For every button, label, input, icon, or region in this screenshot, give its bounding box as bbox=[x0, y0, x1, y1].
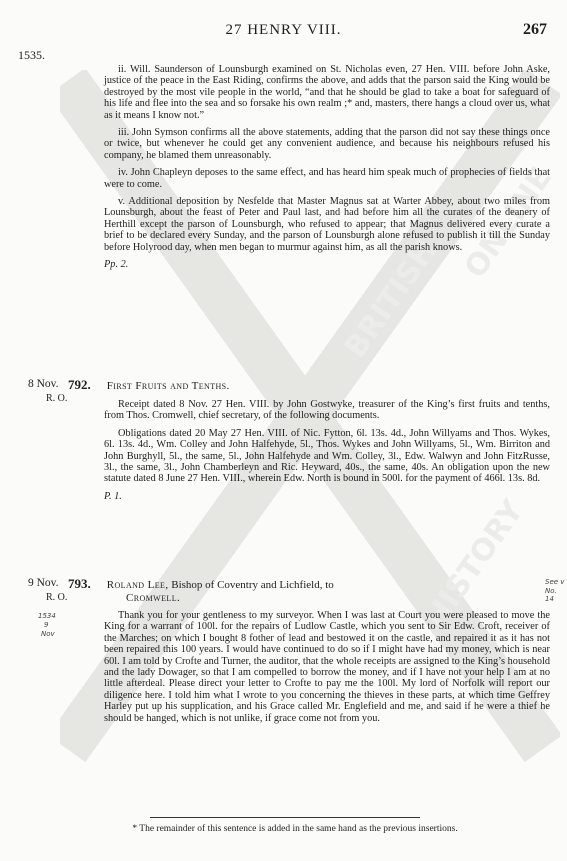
margin-year: 1535. bbox=[18, 48, 45, 62]
watermark-text-3: ONLINE bbox=[457, 160, 560, 285]
intro-depositions bbox=[104, 64, 550, 277]
deposition-iv: iv. John Chapleyn deposes to the same effect, and has heard him speak much of prophecies of fields that were to come. bbox=[104, 167, 550, 190]
handwritten-no: No. 14 bbox=[545, 587, 557, 603]
entry-793-heading-line2 bbox=[104, 592, 550, 605]
page-count: Pp. 2. bbox=[104, 259, 129, 271]
entry-792-receipt: Receipt dated 8 Nov. 27 Hen. VIII. by John Gostwyke, treasurer of the King’s first fruits and tenths, from Thos. Cromwell, chief secretary, of the following documents. bbox=[104, 399, 550, 422]
watermark-text-1: BRITISH bbox=[337, 233, 445, 365]
deposition-iii: iii. John Symson confirms all the above statements, adding that the parson did not say these things once or twice, but whenever he could get any convenient audience, and because his neighbours refused his company, he blamed them unreasonably. bbox=[104, 127, 550, 161]
deposition-v: v. Additional deposition by Nesfelde that Master Magnus sat at Warter Abbey, about two miles from Lounsburgh, about the feast of Peter and Paul last, and had before him all the curates of the deanery of Herthill except the parson of Lounsburgh, who refused to appear; that Magnus delivered every curate a brief to be declared every Sunday, and the parson of Lounsburgh alone refused to publish it till the Sunday before Holyrood day, when men began to murmur against him, as all the parish knows. bbox=[104, 196, 550, 253]
entry-792-page-count: P. 1. bbox=[104, 490, 122, 502]
handwritten-see: See v bbox=[545, 578, 565, 586]
page-header bbox=[0, 22, 567, 42]
entry-793-recipient: Cromwell. bbox=[126, 592, 181, 604]
entry-793-number: 793. bbox=[68, 576, 91, 591]
deposition-ii: ii. Will. Saunderson of Lounsburgh examined on St. Nicholas even, 27 Hen. VIII. before John Aske, justice of the peace in the East Riding, confirms the above, and adds that the parson said the King would be destroyed by the most vile people in the world, “and that he should be glad to take a boat for safeguard of his life and flee into the sea and so forsake his own realm ;* and, masters, there hangs a cloud over us, what as it means I know not.” bbox=[104, 64, 550, 121]
page-number: 267 bbox=[523, 21, 547, 38]
entry-792-date: 8 Nov. bbox=[28, 378, 59, 390]
handwritten-year: 1534 bbox=[38, 612, 56, 620]
footnote-rule bbox=[150, 817, 420, 818]
entry-792-number: 792. bbox=[68, 377, 91, 392]
entry-793-letter: Thank you for your gentleness to my surveyor. When I was last at Court you were pleased to move the King for a warrant of 100l. for the repairs of Ludlow Castle, which you sent to Sir Edw. Croft, receiver of the Marches; on which I bought 8 fother of lead and bestowed it on the castle, and repaired it as it has not been repaired this 100 years. I would have continued to do so if I might have had my money, which is near 60l. I am told by Crofte and Turner, the auditor, that the whole receipts are assigned to the King’s household and the lady Dowager, so that I am compelled to borrow the money, and if I have not your help I am at no little afterdeal. Please direct your letter to Crofte to pay me the 100l. My lord of Norfolk will report our diligence here. I told him what I wrote to you concerning the thieves in these parts, at which time Geffrey Harley put up his supplication, and his Grace called Mr. Englefield and me, and said if he were a thief he should be hanged, which is not unlike, if grace come not from you. bbox=[104, 610, 550, 724]
entry-792 bbox=[68, 377, 550, 508]
entry-792-heading bbox=[68, 377, 550, 393]
entry-793-source: R. O. bbox=[46, 592, 68, 603]
entry-792-obligations: Obligations dated 20 May 27 Hen. VIII. of Nic. Fytton, 6l. 13s. 4d., John Willyams and Thos. Wykes, 6l. 13s. 4d., Wm. Colley and John Halfehyde, 5l., Thos. Wykes and John Willyams, 5l., Wm. Birriton and John Burghyll, 5l., the same, 5l., John Halfehyde and Wm. Colley, 3l., Edw. Walwyn and John FitzRusse, 3l., the same, 3l., John Chamberleyn and Ric. Heyward, 40s., the same, 40s. An obligation upon the new statute dated 8 June 27 Hen. VIII., wherein Edw. North is bound in 500l. for the payment of 466l. 13s. 8d. bbox=[104, 427, 550, 485]
entry-793-date: 9 Nov. bbox=[28, 577, 59, 589]
handwritten-month: Nov bbox=[41, 630, 55, 638]
entry-793-name: Roland Lee, bbox=[106, 579, 169, 591]
entry-793 bbox=[68, 576, 550, 730]
entry-793-heading-rest: Bishop of Coventry and Lichfield, to bbox=[171, 579, 334, 591]
entry-792-source: R. O. bbox=[46, 393, 68, 404]
running-title: 27 HENRY VIII. bbox=[225, 22, 342, 38]
handwritten-day: 9 bbox=[44, 621, 49, 629]
entry-792-title: First Fruits and Tenths. bbox=[106, 380, 230, 392]
watermark-text-2: HISTORY bbox=[417, 494, 531, 635]
entry-793-heading bbox=[68, 576, 550, 592]
footnote: * The remainder of this sentence is added in the same hand as the previous insertions. bbox=[132, 824, 458, 834]
